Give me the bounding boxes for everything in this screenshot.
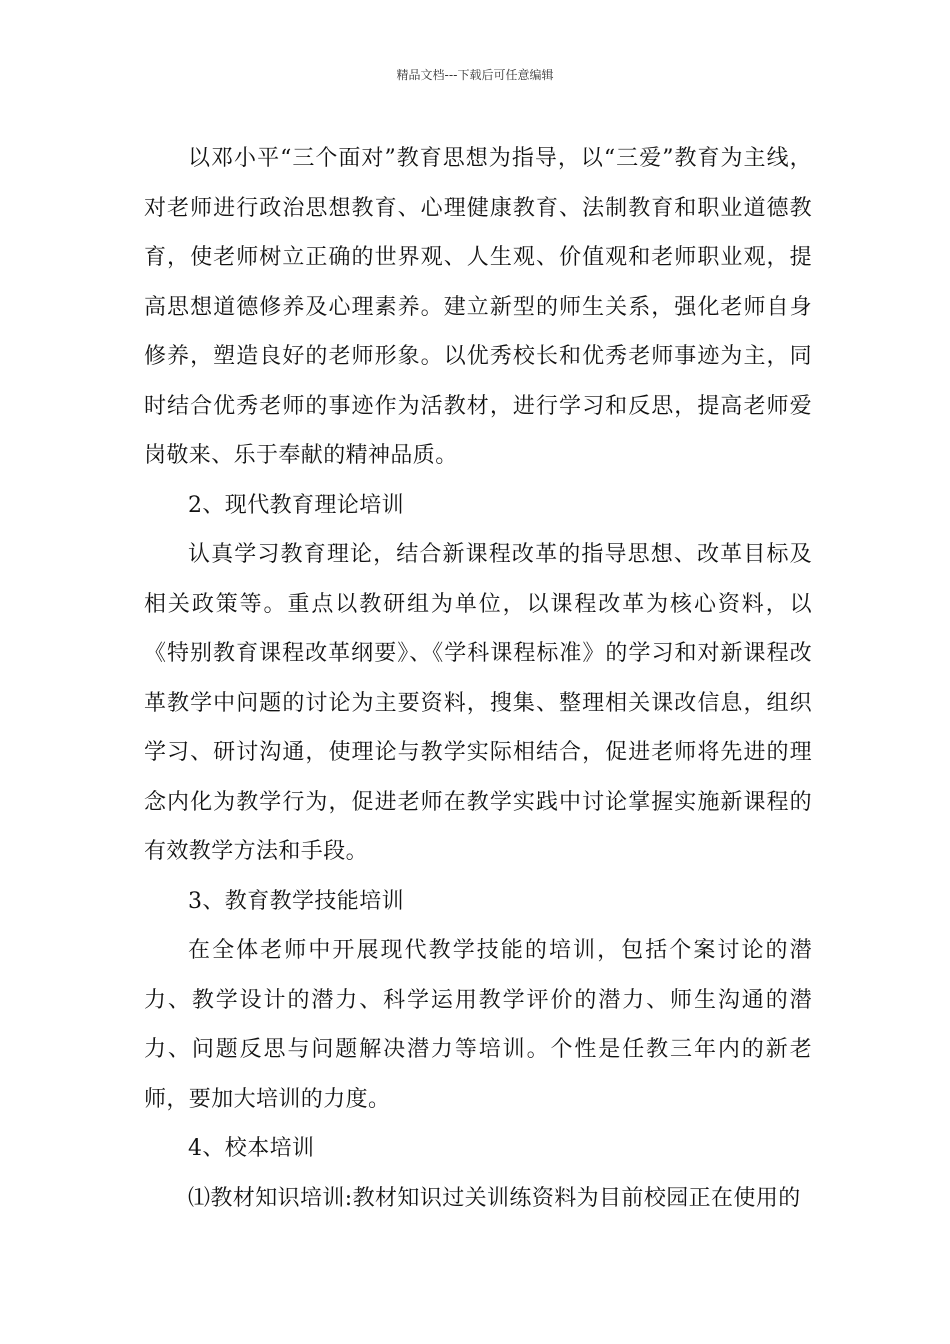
section-heading-skills-training: 3、教育教学技能培训: [188, 888, 404, 914]
section-heading-theory-training: 2、现代教育理论培训: [188, 492, 404, 518]
paragraph-textbook-training: ⑴教材知识培训:教材知识过关训练资料为目前校园正在使用的: [188, 1185, 801, 1211]
paragraph-skills-training: 在全体老师中开展现代教学技能的培训，包括个案讨论的潜力、教学设计的潜力、科学运用教学评价的潜力、师生沟通的潜力、问题反思与问题解决潜力等培训。个性是任教三年内的新老师，要加大培训的力度。: [144, 938, 812, 1112]
document-body: [144, 134, 812, 1223]
section-heading-school-training: 4、校本培训: [188, 1136, 315, 1161]
paragraph-moral-education: 以邓小平“三个面对”教育思想为指导，以“三爱”教育为主线，对老师进行政治思想教育、心理健康教育、法制教育和职业道德教育，使老师树立正确的世界观、人生观、价值观和老师职业观，提高思想道德修养及心理素养。建立新型的师生关系，强化老师自身修养，塑造良好的老师形象。以优秀校长和优秀老师事迹为主，同时结合优秀老师的事迹作为活教材，进行学习和反思，提高老师爱岗敬来、乐于奉献的精神品质。: [144, 146, 812, 468]
page-header: 精品文档---下载后可任意编辑: [396, 68, 554, 82]
paragraph-theory-training: 认真学习教育理论，结合新课程改革的指导思想、改革目标及相关政策等。重点以教研组为单位，以课程改革为核心资料，以《特别教育课程改革纲要》、《学科课程标准》的学习和对新课程改革教学中问题的讨论为主要资料，搜集、整理相关课改信息，组织学习、研讨沟通，使理论与教学实际相结合，促进老师将先进的理念内化为教学行为，促进老师在教学实践中讨论掌握实施新课程的有效教学方法和手段。: [144, 542, 812, 864]
